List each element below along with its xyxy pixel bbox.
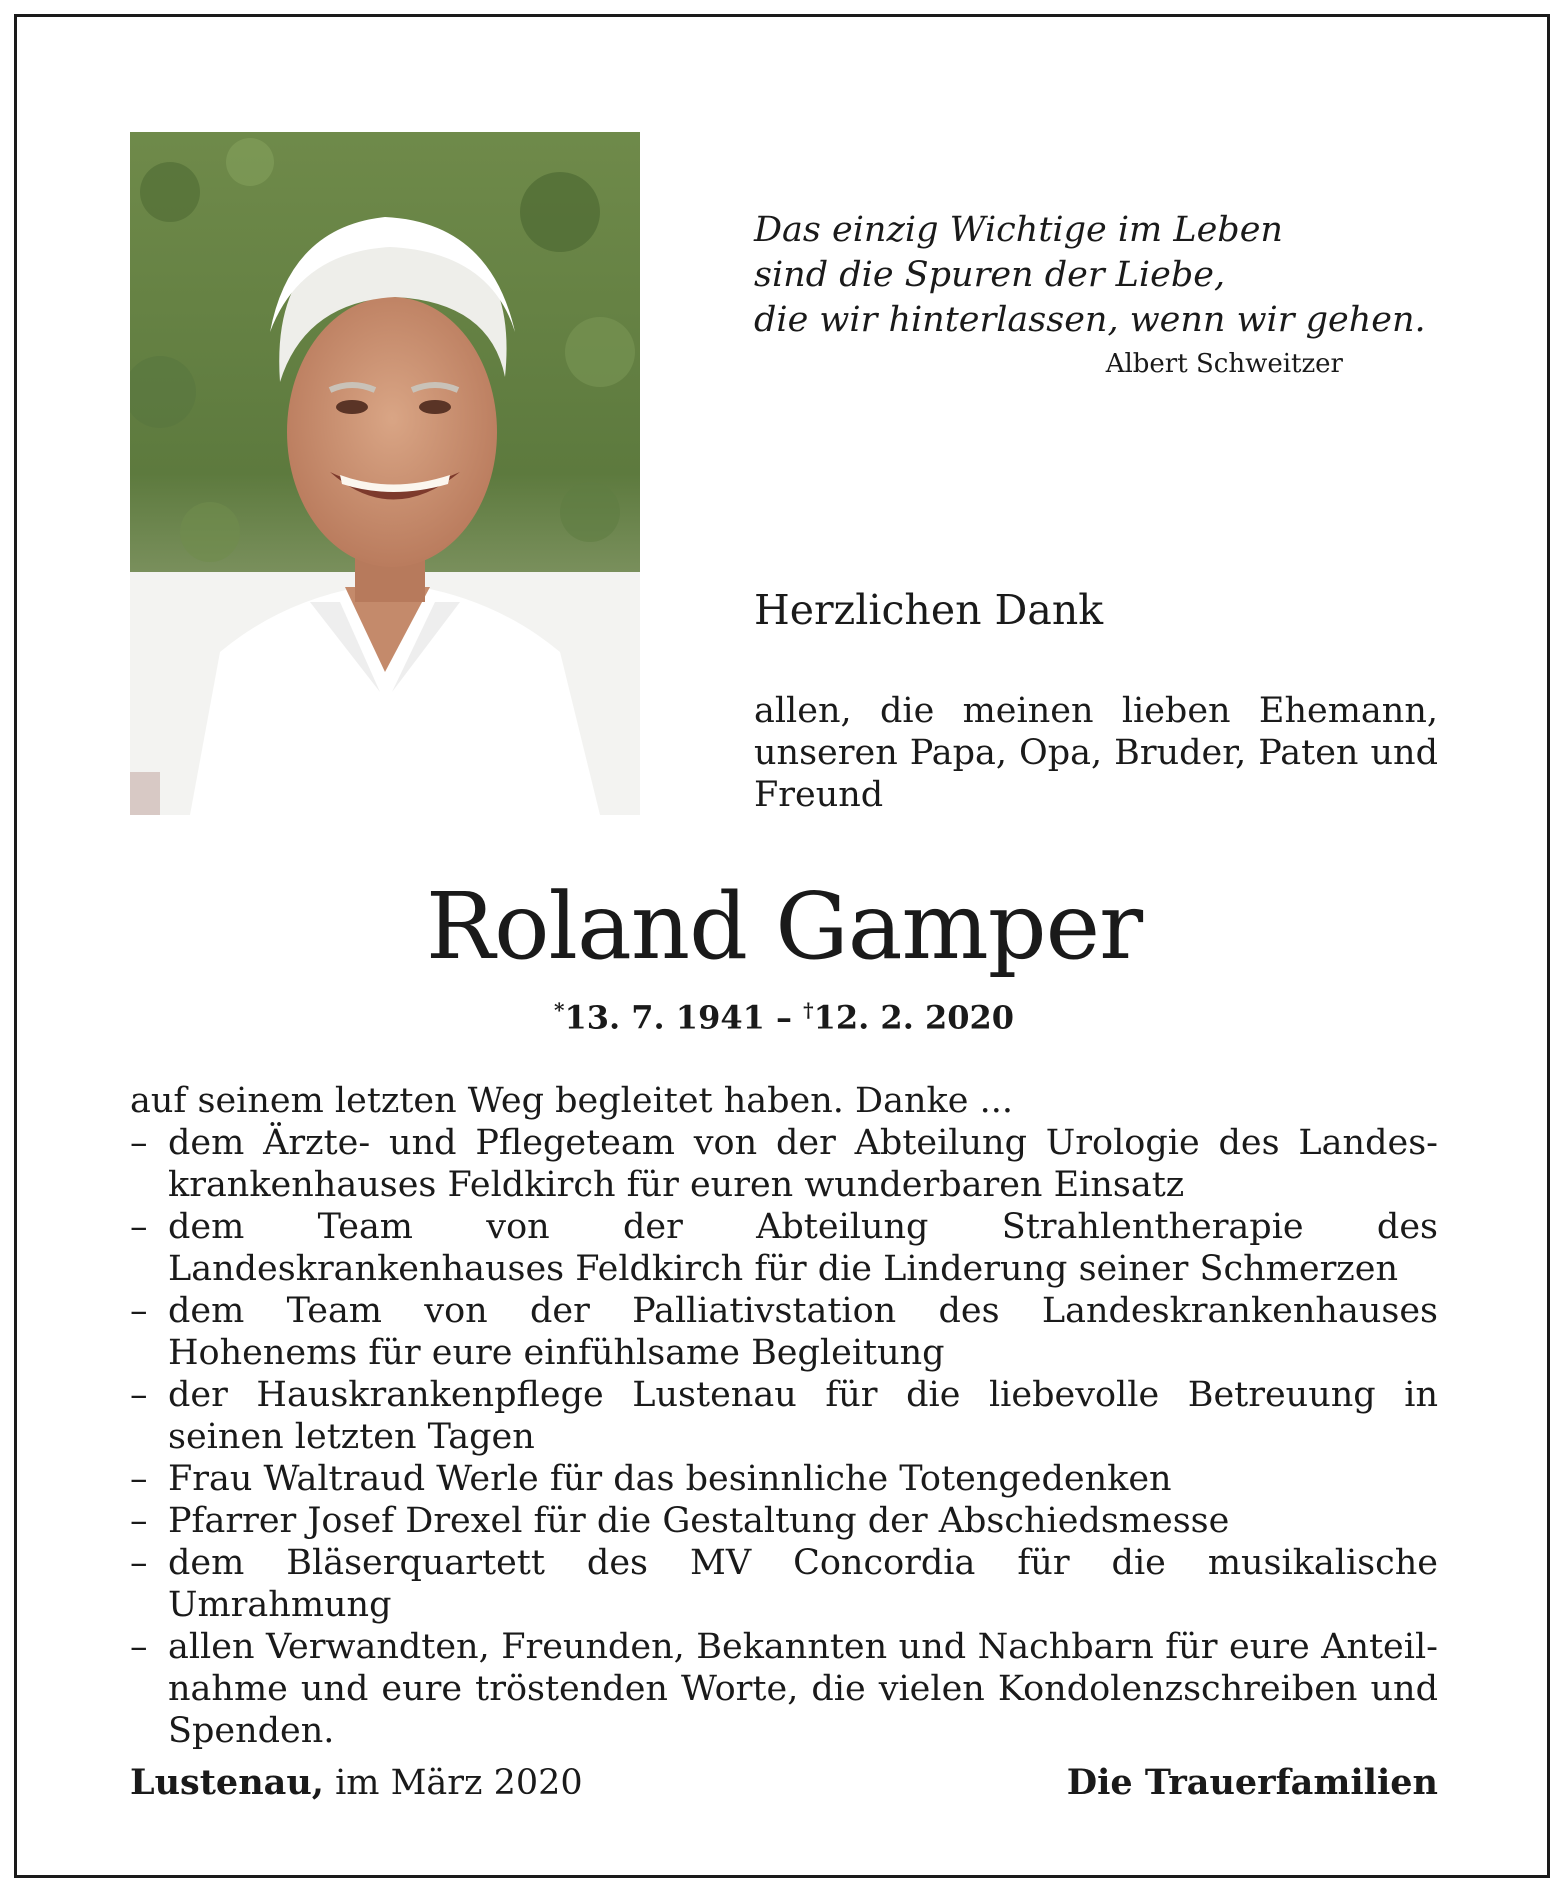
list-dash: –: [130, 1291, 148, 1331]
list-item: [130, 1206, 1438, 1290]
list-dash: –: [130, 1207, 148, 1247]
list-dash: –: [130, 1375, 148, 1415]
signature: Die Trauerfamilien: [1066, 1762, 1438, 1803]
list-dash: –: [130, 1123, 148, 1163]
list-item: [130, 1500, 1438, 1542]
list-item: [130, 1542, 1438, 1626]
quote-author: Albert Schweitzer: [1105, 349, 1343, 379]
intro-text: allen, die meinen lieben Ehemann, unseren Papa, Opa, Bruder, Paten und Freund: [754, 691, 1438, 815]
list-item-text: Pfarrer Josef Drexel für die Gestaltung der Abschiedsmesse: [168, 1501, 1230, 1541]
lead-text: auf seinem letzten Weg begleitet haben. Danke ...: [130, 1081, 1013, 1121]
list-dash: –: [130, 1459, 148, 1499]
list-dash: –: [130, 1501, 148, 1541]
place: Lustenau,: [130, 1762, 324, 1803]
list-item-text: der Hauskrankenpflege Lustenau für die liebevolle Betreuung in seinen letzten Tagen: [168, 1375, 1438, 1457]
list-item-text: allen Verwandten, Freunden, Bekannten und Nachbarn für eure Anteilnahme und eure tröstenden Worte, die vielen Kondolenzschreiben und Spenden.: [168, 1627, 1438, 1751]
life-dates: [0, 998, 1568, 1037]
date-separator: –: [764, 998, 804, 1037]
date: im März 2020: [323, 1763, 583, 1803]
list-item-text: dem Team von der Abteilung Strahlentherapie des Landeskrankenhauses Feldkirch für die Linderung seiner Schmerzen: [168, 1207, 1438, 1289]
list-item-text: dem Team von der Palliativstation des Landeskrankenhauses Hohenems für eure einfühlsame Begleitung: [168, 1291, 1438, 1373]
list-item-text: Frau Waltraud Werle für das besinnliche Totengedenken: [168, 1459, 1172, 1499]
deceased-name: Roland Gamper: [425, 873, 1143, 980]
list-item: [130, 1626, 1438, 1752]
quote: [754, 208, 1426, 343]
list-item: [130, 1290, 1438, 1374]
list-dash: –: [130, 1627, 148, 1667]
birth-symbol: *: [553, 998, 565, 1022]
list-item-text: dem Bläserquartett des MV Concordia für die musikalische Umrahmung: [168, 1543, 1438, 1625]
quote-line: die wir hinterlassen, wenn wir gehen.: [754, 300, 1426, 340]
thanks-heading: Herzlichen Dank: [754, 586, 1104, 634]
quote-line: sind die Spuren der Liebe,: [754, 255, 1226, 295]
portrait-image: [130, 132, 640, 815]
list-item-text: dem Ärzte- und Pflegeteam von der Abteilung Urologie des Landeskrankenhauses Feldkirch für euren wunderbaren Einsatz: [168, 1123, 1438, 1205]
place-date: [130, 1762, 583, 1803]
list-item: [130, 1458, 1438, 1500]
death-symbol: †: [803, 998, 814, 1022]
list-item: [130, 1374, 1438, 1458]
list-dash: –: [130, 1543, 148, 1583]
birth-date: 13. 7. 1941: [564, 998, 765, 1037]
list-item: [130, 1122, 1438, 1206]
portrait-photo: [130, 132, 640, 815]
thanks-list: [130, 1122, 1438, 1752]
thanks-body: [130, 1080, 1438, 1752]
death-date: 12. 2. 2020: [813, 998, 1015, 1037]
quote-line: Das einzig Wichtige im Leben: [754, 210, 1283, 250]
